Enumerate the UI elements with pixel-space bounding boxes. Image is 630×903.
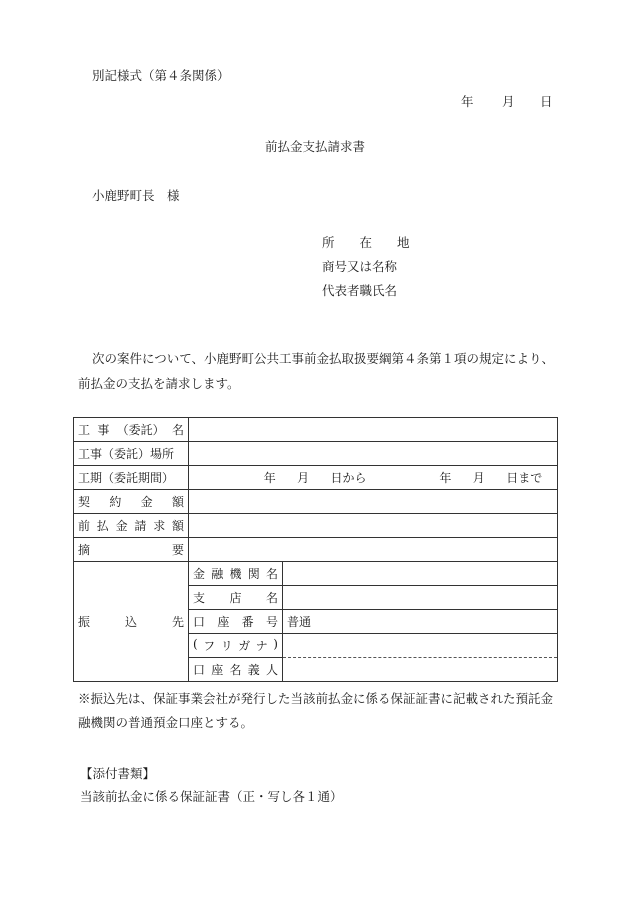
input-period[interactable]: 年 月 日から 年 月 日まで	[189, 466, 558, 490]
input-account-number[interactable]	[283, 610, 558, 634]
label-furigana: ( フ リ ガ ナ )	[189, 634, 283, 658]
label-account-holder: 口 座 名 義 人	[189, 658, 283, 682]
attachments-heading: 【添付書類】	[80, 766, 156, 781]
label-advance-amount: 前 払 金 請 求 額	[74, 514, 189, 538]
row-bank-name	[74, 562, 558, 586]
date-day: 日	[540, 94, 553, 109]
input-account-holder[interactable]	[283, 658, 558, 682]
date-month: 月	[502, 94, 515, 109]
label-transfer: 振 込 先	[74, 562, 189, 682]
row-project-name	[74, 418, 558, 442]
row-advance-amount	[74, 514, 558, 538]
input-branch[interactable]	[283, 586, 558, 610]
addressee: 小鹿野町長 様	[92, 188, 180, 203]
label-period: 工期（委託期間）	[74, 466, 189, 490]
input-bank-name[interactable]	[283, 562, 558, 586]
row-project-location	[74, 442, 558, 466]
input-project-name[interactable]	[189, 418, 558, 442]
input-contract-amount[interactable]	[189, 490, 558, 514]
applicant-representative-label: 代表者職氏名	[322, 283, 398, 298]
account-type-value: 普通	[287, 615, 312, 629]
document-title: 前払金支払請求書	[264, 139, 365, 154]
date-year: 年	[461, 94, 474, 109]
label-bank-name: 金 融 機 関 名	[189, 562, 283, 586]
label-account-number: 口 座 番 号	[189, 610, 283, 634]
applicant-location-label: 所 在 地	[322, 235, 410, 250]
label-project-name: 工 事 （委託） 名	[74, 418, 189, 442]
label-summary: 摘 要	[74, 538, 189, 562]
input-furigana[interactable]	[283, 634, 558, 658]
label-project-location: 工事（委託）場所	[74, 442, 189, 466]
form-label: 別記様式（第４条関係）	[92, 68, 230, 83]
row-period	[74, 466, 558, 490]
label-contract-amount: 契 約 金 額	[74, 490, 189, 514]
applicant-company-label: 商号又は名称	[322, 259, 398, 274]
request-table	[73, 417, 558, 682]
transfer-note: ※振込先は、保証事業会社が発行した当該前払金に係る保証証書に記載された預託金融機関の普通預金口座とする。	[78, 691, 554, 730]
attachments-item: 当該前払金に係る保証証書（正・写し各１通）	[80, 789, 343, 804]
input-summary[interactable]	[189, 538, 558, 562]
row-summary	[74, 538, 558, 562]
input-advance-amount[interactable]	[189, 514, 558, 538]
row-contract-amount	[74, 490, 558, 514]
request-body: 次の案件について、小鹿野町公共工事前金払取扱要綱第４条第１項の規定により、前払金の支払を請求します。	[78, 351, 555, 391]
label-branch: 支 店 名	[189, 586, 283, 610]
input-project-location[interactable]	[189, 442, 558, 466]
